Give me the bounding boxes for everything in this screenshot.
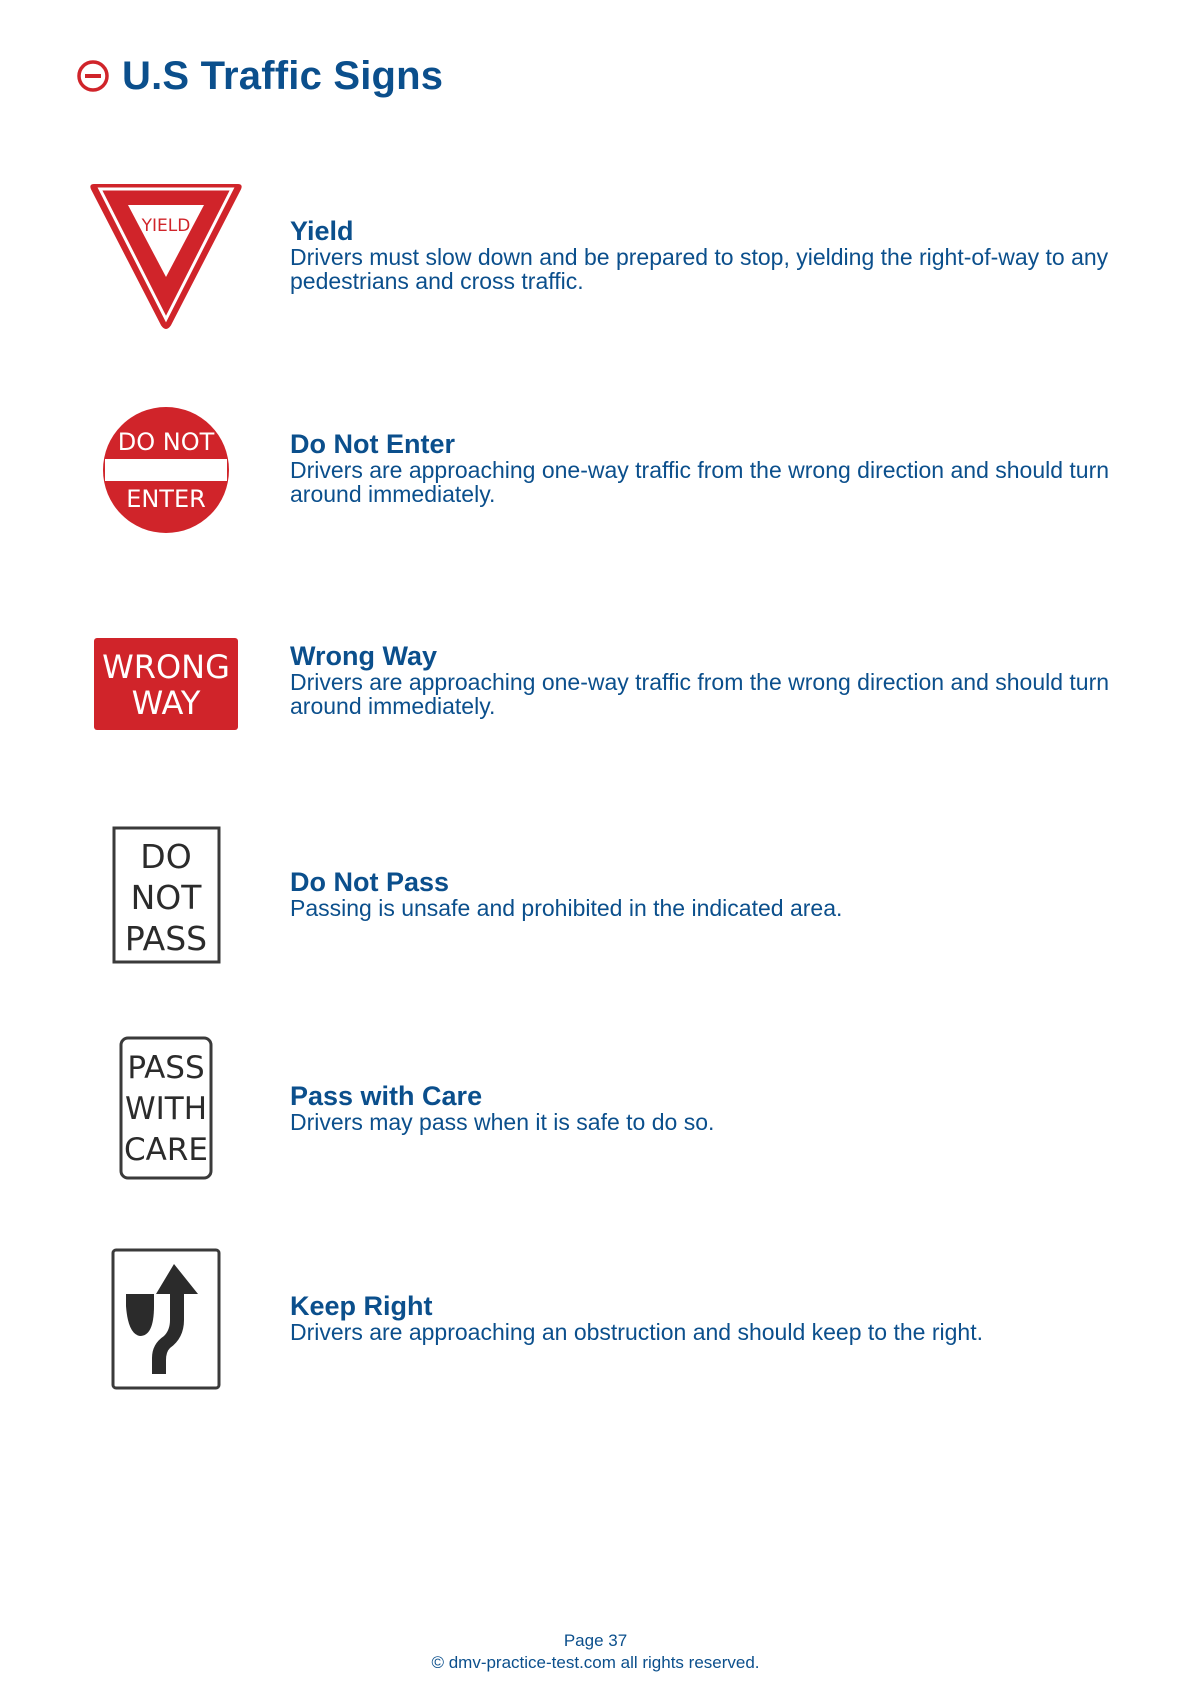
sign-name: Keep Right: [290, 1291, 433, 1321]
page-header: [76, 56, 443, 96]
sign-name: Wrong Way: [290, 641, 437, 671]
page-footer: [0, 1630, 1191, 1674]
sign-description: Drivers are approaching one-way traffic from the wrong direction and should turn around immediately.: [290, 457, 1110, 507]
sign-description: Drivers are approaching an obstruction and should keep to the right.: [290, 1319, 983, 1345]
no-entry-circle-icon: [76, 59, 110, 93]
wrong-way-top-text: WRONG: [102, 648, 230, 686]
sign-item-keep-right: [0, 1240, 1191, 1430]
sign-item-pass-with-care: [0, 1030, 1191, 1220]
copyright-text: © dmv-practice-test.com all rights reserved.: [431, 1653, 760, 1672]
yield-sign-text: YIELD: [141, 216, 191, 236]
pass-with-care-line-1: PASS: [127, 1050, 205, 1086]
do-not-enter-top-text: DO NOT: [117, 428, 215, 456]
sign-info-wrong-way: [290, 642, 1120, 718]
pass-with-care-line-2: WITH: [124, 1091, 208, 1127]
sign-name: Do Not Pass: [290, 867, 450, 897]
sign-info-pass-with-care: [290, 1082, 1120, 1134]
sign-info-do-not-pass: [290, 868, 1120, 920]
do-not-pass-sign-icon: [88, 820, 244, 980]
sign-description: Drivers are approaching one-way traffic from the wrong direction and should turn around immediately.: [290, 669, 1110, 719]
sign-info-yield: [290, 217, 1120, 293]
sign-name: Pass with Care: [290, 1081, 483, 1111]
page-title: U.S Traffic Signs: [122, 54, 444, 98]
sign-item-do-not-enter: [0, 390, 1191, 580]
sign-info-do-not-enter: [290, 430, 1120, 506]
do-not-pass-line-2: NOT: [130, 878, 202, 917]
sign-item-yield: [0, 175, 1191, 365]
sign-info-keep-right: [290, 1292, 1120, 1344]
sign-description: Drivers may pass when it is safe to do so.: [290, 1109, 715, 1135]
sign-name: Yield: [290, 216, 354, 246]
do-not-pass-line-3: PASS: [124, 919, 208, 958]
sign-description: Drivers must slow down and be prepared to stop, yielding the right-of-way to any pedestrians and cross traffic.: [290, 244, 1109, 294]
wrong-way-sign-icon: [88, 604, 244, 764]
do-not-pass-line-1: DO: [140, 837, 192, 876]
pass-with-care-line-3: CARE: [124, 1132, 208, 1168]
pass-with-care-sign-icon: [88, 1030, 244, 1190]
sign-name: Do Not Enter: [290, 429, 455, 459]
sign-item-wrong-way: [0, 604, 1191, 794]
page-number: Page 37: [563, 1631, 628, 1650]
yield-sign-icon: [88, 175, 244, 335]
wrong-way-bottom-text: WAY: [131, 684, 201, 722]
sign-description: Passing is unsafe and prohibited in the indicated area.: [290, 895, 843, 921]
do-not-enter-sign-icon: [88, 390, 244, 550]
do-not-enter-bottom-text: ENTER: [126, 485, 206, 513]
keep-right-sign-icon: [88, 1240, 244, 1400]
sign-item-do-not-pass: [0, 820, 1191, 1010]
